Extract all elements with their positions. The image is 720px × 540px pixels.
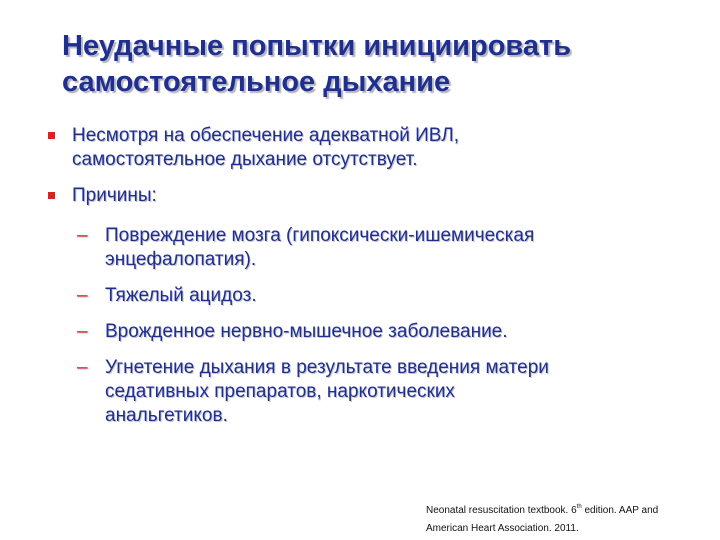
sub-bullet-item [77,224,708,272]
reference-text: Neonatal resuscitation textbook. 6 [426,505,577,516]
bullet-text-line: Несмотря на обеспечение адекватной ИВЛ, [72,125,459,146]
reference-citation [426,498,716,538]
bullet-text-line: Причины: [72,185,157,206]
reference-line-2: American Heart Association. 2011. [426,523,579,534]
dash-bullet-icon: – [77,357,88,378]
slide-title-line-2: самостоятельное дыхание [62,66,451,98]
sub-bullet-text-line: Угнетение дыхания в результате введения матери [105,357,549,378]
dash-bullet-icon: – [77,225,88,246]
sub-bullet-text-line: энцефалопатия). [105,249,257,270]
reference-text: edition. AAP and [581,505,659,516]
sub-bullet-text-line: анальгетиков. [105,405,228,426]
bullet-item [48,184,708,208]
sub-bullet-text-line: седативных препаратов, наркотических [105,381,455,402]
square-bullet-icon [48,132,55,139]
sub-bullet-item [77,284,708,308]
sub-bullet-text-line: Врожденное нервно-мышечное заболевание. [105,321,508,342]
slide-title-line-1: Неудачные попытки инициировать [62,30,572,62]
dash-bullet-icon: – [77,285,88,306]
dash-bullet-icon: – [77,321,88,342]
bullet-list [48,124,708,440]
sub-bullet-text-line: Тяжелый ацидоз. [105,285,257,306]
sub-bullet-item [77,356,708,428]
bullet-item [48,124,708,172]
reference-line-1 [426,498,716,520]
bullet-text-line: самостоятельное дыхание отсутствует. [72,149,418,170]
square-bullet-icon [48,192,55,199]
reference-superscript: th [576,504,582,510]
sub-bullet-list [77,224,708,428]
sub-bullet-text-line: Повреждение мозга (гипоксически-ишемическая [105,225,535,246]
slide-title [62,28,702,100]
sub-bullet-item [77,320,708,344]
